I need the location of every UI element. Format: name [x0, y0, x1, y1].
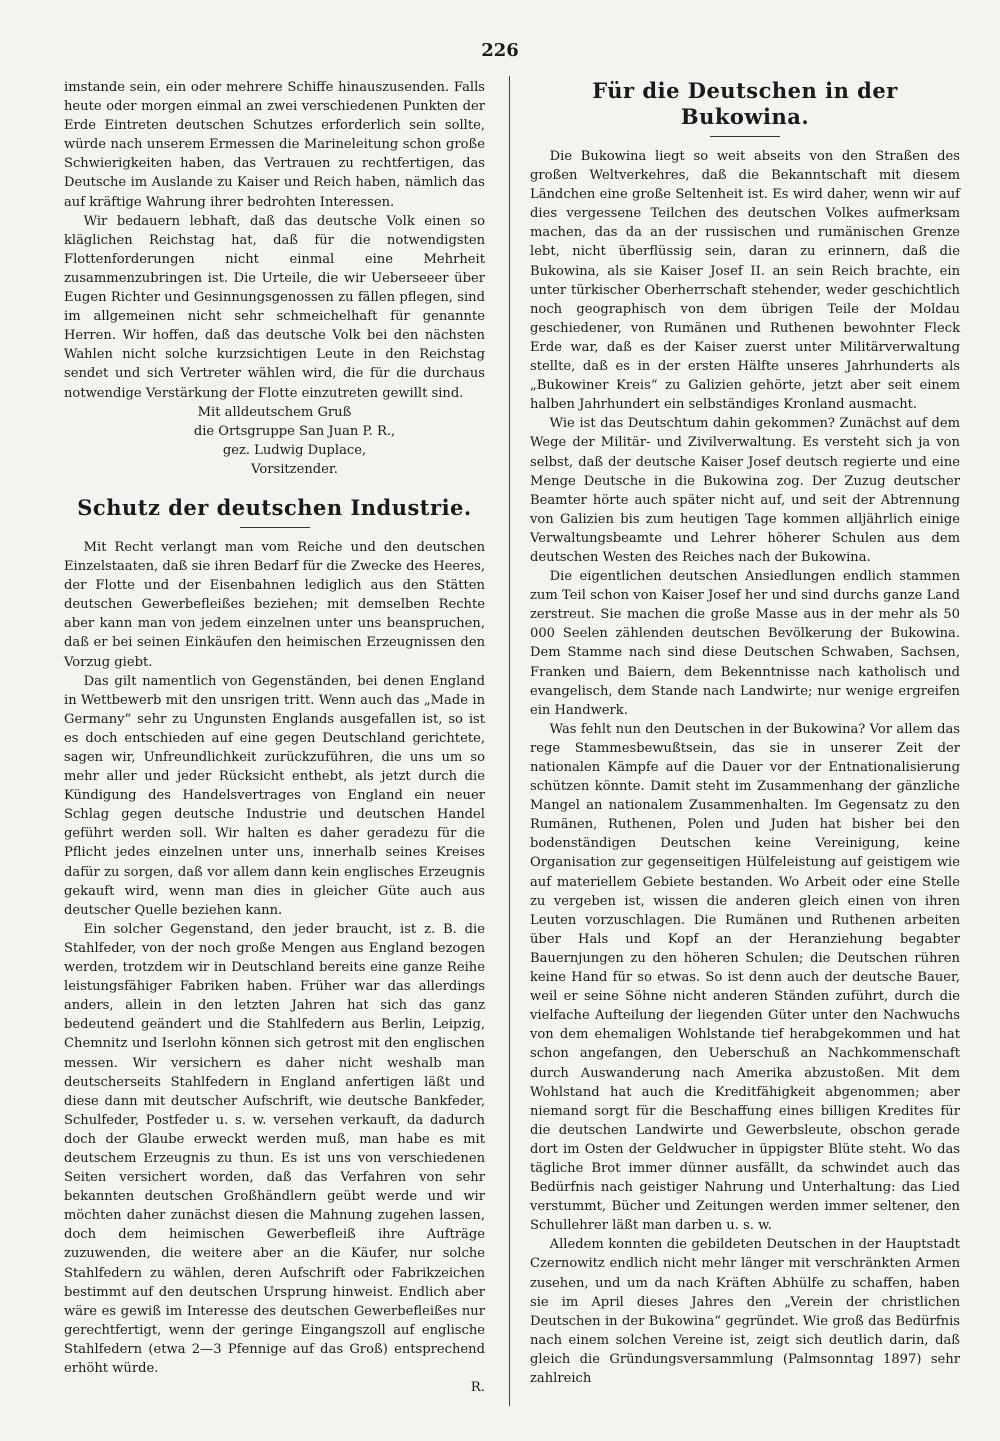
article-title-industrie: Schutz der deutschen Industrie. [77, 494, 472, 520]
article-paragraph: Die eigentlichen deutschen Ansiedlungen endlich stammen zum Teil schon von Kaiser Josef her und sind durchs ganze Land zerstreut. Sie machen die große Masse aus in der mehr als 50 000 Seelen zählenden deutschen Bevölkerung der Bukowina. Dem Stamme nach sind diese Deutschen Schwaben, Sachsen, Franken und Baiern, dem Bekenntnisse nach katholisch und evangelisch, dem Stande nach Landwirte; nur wenige ergreifen ein Handwerk. [530, 569, 960, 718]
left-column [64, 78, 485, 1397]
title-rule [710, 136, 780, 137]
signoff-group: die Ortsgruppe San Juan P. R., [193, 423, 396, 439]
article-author: R. [470, 1380, 485, 1396]
letter-paragraph: Wir bedauern lebhaft, daß das deutsche Volk einen so kläglichen Reichstag hat, daß für die notwendigsten Flottenforderungen nicht einmal eine Mehrheit zusammenzubringen ist. Die Urteile, die wir Ueberseeer über Eugen Richter und Gesinnungsgenossen zu fällen pflegen, sind im allgemeinen nicht sehr schmeichelhaft für genannte Herren. Wir hoffen, daß das deutsche Volk bei den nächsten Wahlen nicht solche kurzsichtigen Leute in den Reichstag sendet und sich Vertreter wählen wird, die für die durchaus notwendige Verstärkung der Flotte einzutreten gewillt sind. [64, 213, 485, 401]
article-paragraph: Die Bukowina liegt so weit abseits von den Straßen des großen Weltverkehres, daß die Bekanntschaft mit diesem Ländchen eine große Seltenheit ist. Es wird daher, wenn wir auf dies vergessene Teilchen des deutschen Volkes aufmerksam machen, das da an der russischen und rumänischen Grenze lebt, nicht überflüssig sein, daran zu erinnern, daß die Bukowina, als sie Kaiser Josef II. an sein Reich brachte, ein unter türkischer Oberherrschaft stehender, weder geschichtlich noch geographisch von dem übrigen Teile der Moldau geschiedener, von Rumänen und Ruthenen bewohnter Fleck Erde war, daß es der Kaiser zuerst unter Militärverwaltung stellte, daß es in der ersten Hälfte unseres Jahrhunderts als „Bukowiner Kreis“ zu Galizien gehörte, jetzt aber seit einem halben Jahrhundert ein selbständiges Kronland ausmacht. [530, 149, 960, 413]
signoff-greeting: Mit alldeutschem Gruß [197, 404, 352, 420]
page-number: 226 [481, 40, 519, 61]
continued-letter-text: imstande sein, ein oder mehrere Schiffe hinauszusenden. Falls heute oder morgen einmal an zwei verschiedenen Punkten der Erde Eintreten deutschen Schutzes erforderlich sein sollte, würde nach unserem Ermessen die Marineleitung schon große Schwierigkeiten haben, das Vertrauen zu rechtfertigen, das Deutsche im Auslande zu Kaiser und Reich haben, nämlich das auf kräftige Wahrung ihrer bedrohten Interessen. [64, 80, 485, 210]
article-paragraph: Das gilt namentlich von Gegenständen, bei denen England in Wettbewerb mit den unsrigen tritt. Wenn auch das „Made in Germany“ sehr zu Ungunsten Englands ausgefallen ist, so ist es doch entschieden auf eine gegen Deutschland gerichtete, sagen wir, Unfreundlichkeit zurückzuführen, die uns um so mehr aller und jeder Rücksicht enthebt, als jetzt durch die Kündigung des Handelsvertrages von England ein neuer Schlag gegen deutsche Industrie und deutschen Handel geführt werden soll. Wir halten es daher geradezu für die Pflicht jedes einzelnen unter uns, innerhalb seines Kreises dafür zu sorgen, daß vor allem dann kein englisches Erzeugnis gekauft wird, wenn man dies in gleicher Güte auch aus deutscher Quelle beziehen kann. [64, 673, 485, 918]
column-divider [509, 76, 510, 1406]
signoff-role: Vorsitzender. [251, 461, 338, 477]
title-rule [240, 527, 310, 528]
right-column [530, 78, 960, 1388]
article-paragraph: Was fehlt nun den Deutschen in der Bukowina? Vor allem das rege Stammesbewußtsein, das sie in unserer Zeit der nationalen Kämpfe auf die Dauer vor der Entnationalisierung schützen könnte. Damit steht im Zusammenhang der gänzliche Mangel an nationalem Zusammenhalten. Im Gegensatz zu den Rumänen, Ruthenen, Polen und Juden hat bisher bei den bodenständigen Deutschen keine Vereinigung, keine Organisation zur gegenseitigen Hülfeleistung auf geistigem wie auf materiellem Gebiete bestanden. Wo Arbeit oder eine Stelle zu vergeben ist, wissen die anderen gleich einen von ihren Leuten vorzuschlagen. Die Rumänen und Ruthenen arbeiten über Hals und Kopf an der Heranziehung begabter Bauernjungen zu den höheren Schulen; die Deutschen rühren keine Hand für so etwas. So ist denn auch der deutsche Bauer, weil er seine Söhne nicht anderen Ständen zuführt, durch die vielfache Aufteilung der liegenden Güter unter den Nachwuchs von dem ehemaligen Wohlstande tief herabgekommen und hat schon angefangen, den Ueberschuß an Nachkommenschaft durch Auswanderung nach Amerika abzustoßen. Mit dem Wohlstand hat auch die Kreditfähigkeit abgenommen; aber niemand sorgt für die Beschaffung eines billigen Kredites für die deutschen Landwirte und Gewerbsleute, obschon gerade dort im Osten der Geldwucher in üppigster Blüte steht. Wo das tägliche Brot immer dünner ausfällt, da schwindet auch das Bedürfnis nach geistiger Nahrung und Unterhaltung: das Lied verstummt, Bücher und Zeitungen werden immer seltener, den Schullehrer läßt man darben u. s. w. [530, 721, 960, 1234]
article-title-bukowina: Für die Deutschen in der Bukowina. [592, 78, 898, 129]
signoff-signed: gez. Ludwig Duplace, [222, 442, 367, 458]
article-paragraph: Mit Recht verlangt man vom Reiche und den deutschen Einzelstaaten, daß sie ihren Bedarf für die Zwecke des Heeres, der Flotte und der Eisenbahnen lediglich aus den Stätten deutschen Gewerbefleißes beziehen; mit demselben Rechte aber kann man von jedem einzelnen unter uns beanspruchen, daß er bei seinen Einkäufen den heimischen Erzeugnissen den Vorzug giebt. [64, 539, 485, 670]
article-paragraph: Wie ist das Deutschtum dahin gekommen? Zunächst auf dem Wege der Militär- und Zivilverwaltung. Es versteht sich ja von selbst, daß der deutsche Kaiser Josef deutsch regierte und eine Menge Deutsche in die Bukowina zog. Der Zuzug deutscher Beamter hörte auch später nicht auf, und seit der Abtrennung von Galizien bis zum heutigen Tage kommen alljährlich einige Verwaltungsbeamte und Lehrer höherer Schulen aus dem deutschen Westen des Reiches nach der Bukowina. [530, 416, 960, 565]
article-paragraph: Alledem konnten die gebildeten Deutschen in der Hauptstadt Czernowitz endlich nicht mehr länger mit verschränkten Armen zusehen, und um da nach Kräften Abhülfe zu schaffen, haben sie im April dieses Jahres den „Verein der christlichen Deutschen in der Bukowina“ gegründet. Wie groß das Bedürfnis nach einem solchen Vereine ist, zeigt sich deutlich darin, daß gleich die Gründungsversammlung (Palmsonntag 1897) sehr zahlreich [530, 1237, 960, 1386]
article-paragraph: Ein solcher Gegenstand, den jeder braucht, ist z. B. die Stahlfeder, von der noch große Mengen aus England bezogen werden, trotzdem wir in Deutschland bereits eine ganze Reihe leistungsfähiger Fabriken haben. Früher war das allerdings anders, allein in den letzten Jahren hat sich das ganz bedeutend geändert und die Stahlfedern aus Berlin, Leipzig, Chemnitz und Iserlohn können sich getrost mit den englischen messen. Wir versichern es daher nicht weshalb man deutscherseits Stahlfedern in England anfertigen läßt und diese dann mit deutscher Aufschrift, wie deutsche Bankfeder, Schulfeder, Postfeder u. s. w. versehen verkauft, da dadurch doch der Glaube erweckt werden muß, man habe es mit deutschem Erzeugnis zu thun. Es ist uns von verschiedenen Seiten versichert worden, daß das Verfahren von sehr bekannten deutschen Großhändlern geübt werde und wir möchten daher zunächst diesen die Mahnung zugehen lassen, doch dem heimischen Gewerbefleiß ihre Aufträge zuzuwenden, die weitere aber an die Käufer, nur solche Stahlfedern zu wählen, deren Aufschrift oder Fabrikzeichen bestimmt auf den deutschen Ursprung hinweist. Endlich aber wäre es gewiß im Interesse des deutschen Gewerbefleißes nur gerechtfertigt, wenn der geringe Eingangszoll auf englische Stahlfedern (etwa 2—3 Pfennige auf das Groß) entsprechend erhöht würde. [64, 921, 485, 1376]
letter-signoff [64, 403, 485, 479]
